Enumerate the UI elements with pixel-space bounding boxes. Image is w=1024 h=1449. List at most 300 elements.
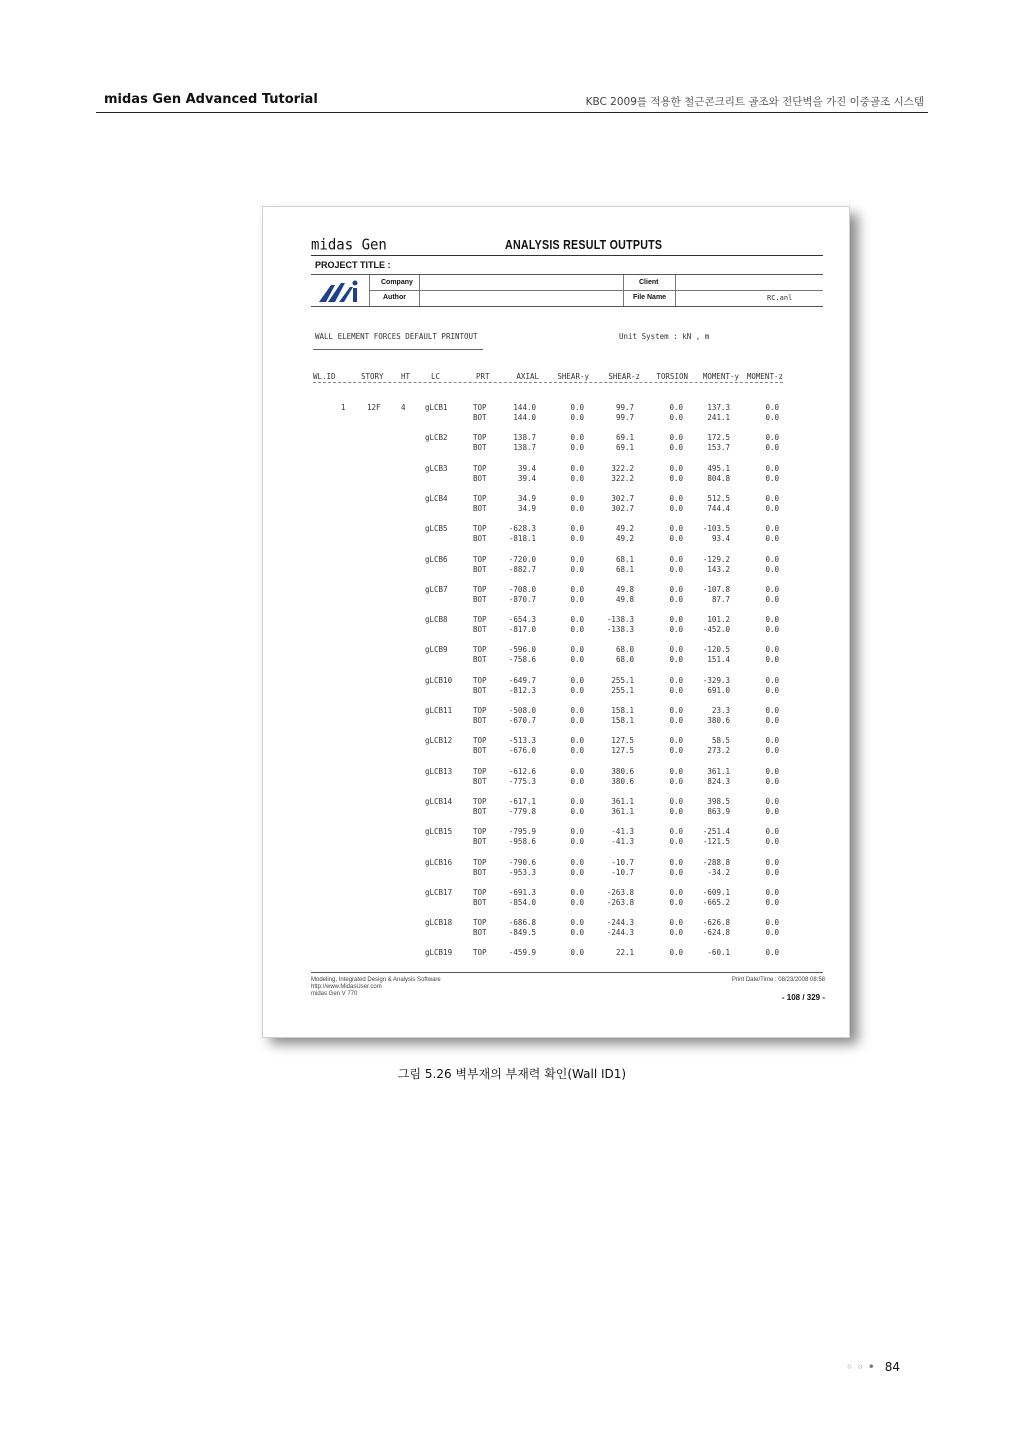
column-header: MOMENT-z [746,372,783,381]
torsion-value: 0.0 [669,928,683,938]
moment-y-value: 93.4 [711,534,730,544]
moment-y-value: -34.2 [707,867,730,877]
shear-y-value: 0.0 [570,716,584,725]
axial-value: -775.3 [508,776,536,786]
axial-value: -670.7 [508,716,536,725]
print-position: TOP [473,645,487,655]
moment-y-value: 172.5 [707,433,730,443]
print-position: BOT [473,594,487,604]
moment-z-value: 0.0 [765,413,779,422]
print-position: TOP [473,766,487,776]
shear-y-value: 0.0 [570,645,584,655]
print-position: TOP [473,524,487,534]
moment-z-value: 0.0 [765,493,779,503]
moment-y-value: -609.1 [702,887,730,897]
shear-y-value: 0.0 [570,827,584,837]
moment-z-value: 0.0 [765,796,779,806]
shear-z-value: 127.5 [611,736,634,746]
load-case: gLCB18 [425,918,453,928]
print-position: TOP [473,584,487,594]
shear-z-value: 361.1 [611,806,634,816]
print-position: BOT [473,928,487,938]
page-number-value: 84 [884,1360,900,1374]
moment-z-value: 0.0 [765,675,779,685]
column-header: PRT [476,372,490,381]
shear-y-value: 0.0 [570,413,584,422]
footer-text [311,977,441,998]
filename-label: File Name [633,294,667,301]
shear-z-value: -138.3 [606,625,634,635]
shear-y-value: 0.0 [570,594,584,604]
filename-value: RC.anl [767,294,793,302]
axial-value: -790.6 [508,857,536,867]
footer-line: midas Gen V 770 [311,991,358,997]
print-position: BOT [473,473,487,483]
shear-z-value: -10.7 [611,857,634,867]
moment-y-value: 241.1 [707,413,730,422]
axial-value: -812.3 [508,685,536,695]
shear-y-value: 0.0 [570,584,584,594]
shear-y-value: 0.0 [570,564,584,574]
shear-z-value: 158.1 [611,716,634,725]
shear-z-value: 322.2 [611,463,634,473]
shear-z-value: 302.7 [611,493,634,503]
shear-z-value: -244.3 [606,928,634,938]
footer-line: http://www.MidasUser.com [311,984,382,990]
moment-z-value: 0.0 [765,746,779,756]
print-position: TOP [473,615,487,625]
header-title: midas Gen Advanced Tutorial [104,92,318,107]
torsion-value: 0.0 [669,534,683,544]
moment-y-value: -121.5 [702,837,730,847]
axial-value: 39.4 [517,463,536,473]
midas-logo-icon [317,279,361,303]
moment-z-value: 0.0 [765,918,779,928]
print-position: TOP [473,857,487,867]
axial-value: 144.0 [513,413,536,422]
header-chapter: KBC 2009를 적용한 철근콘크리트 골조와 전단벽을 가진 이중골조 시스템 [585,96,924,108]
print-position: BOT [473,716,487,725]
axial-value: -795.9 [508,827,536,837]
torsion-value: 0.0 [669,867,683,877]
axial-value: -628.3 [508,524,536,534]
torsion-value: 0.0 [669,706,683,715]
torsion-value: 0.0 [669,655,683,665]
load-case: gLCB1 [425,403,448,412]
shear-y-value: 0.0 [570,776,584,786]
shear-y-value: 0.0 [570,948,584,958]
moment-z-value: 0.0 [765,806,779,816]
torsion-value: 0.0 [669,897,683,907]
torsion-value: 0.0 [669,796,683,806]
shear-z-value: -263.8 [606,887,634,897]
shear-z-value: 49.8 [615,594,634,604]
torsion-value: 0.0 [669,615,683,625]
shear-z-value: 49.8 [615,584,634,594]
moment-y-value: -251.4 [702,827,730,837]
shear-y-value: 0.0 [570,806,584,816]
load-case: gLCB2 [425,433,448,443]
load-case: gLCB16 [425,857,453,867]
shear-z-value: 255.1 [611,675,634,685]
shear-z-value: 68.1 [615,554,634,564]
moment-y-value: 398.5 [707,796,730,806]
shear-z-value: 380.6 [611,776,634,786]
print-position: TOP [473,796,487,806]
torsion-value: 0.0 [669,524,683,534]
shear-y-value: 0.0 [570,554,584,564]
section-title: WALL ELEMENT FORCES DEFAULT PRINTOUT [315,332,478,341]
moment-z-value: 0.0 [765,534,779,544]
shear-y-value: 0.0 [570,655,584,665]
info-box [311,274,823,307]
torsion-value: 0.0 [669,564,683,574]
moment-z-value: 0.0 [765,837,779,847]
footer-line: Modeling, Integrated Design & Analysis Software [311,977,441,983]
load-case: gLCB7 [425,584,448,594]
torsion-value: 0.0 [669,776,683,786]
shear-y-value: 0.0 [570,503,584,513]
moment-y-value: 151.4 [707,655,730,665]
load-case: gLCB14 [425,796,453,806]
moment-y-value: 824.3 [707,776,730,786]
shear-z-value: -263.8 [606,897,634,907]
axial-value: -508.0 [508,706,536,715]
torsion-value: 0.0 [669,493,683,503]
header-rule [96,112,928,113]
project-title-label: PROJECT TITLE : [315,260,391,270]
axial-value: 138.7 [513,433,536,443]
shear-z-value: 68.0 [615,655,634,665]
moment-y-value: 804.8 [707,473,730,483]
moment-y-value: 58.5 [711,736,730,746]
column-header: HT [401,372,411,381]
shear-y-value: 0.0 [570,403,584,412]
torsion-value: 0.0 [669,503,683,513]
moment-z-value: 0.0 [765,615,779,625]
footer-rule [311,972,823,973]
axial-value: -958.6 [508,837,536,847]
moment-z-value: 0.0 [765,564,779,574]
axial-value: -818.1 [508,534,536,544]
shear-z-value: 69.1 [615,443,634,453]
print-position: TOP [473,948,487,958]
shear-y-value: 0.0 [570,524,584,534]
load-case: gLCB17 [425,887,453,897]
print-position: BOT [473,897,487,907]
page-dots: ◦ ◦ • [846,1360,875,1374]
moment-z-value: 0.0 [765,433,779,443]
moment-y-value: -103.5 [702,524,730,534]
torsion-value: 0.0 [669,837,683,847]
load-case: gLCB19 [425,948,453,958]
printout-page-number: - 108 / 329 - [781,993,825,1002]
moment-z-value: 0.0 [765,645,779,655]
torsion-value: 0.0 [669,443,683,453]
shear-y-value: 0.0 [570,463,584,473]
shear-y-value: 0.0 [570,443,584,453]
shear-z-value: 49.2 [615,534,634,544]
shear-y-value: 0.0 [570,766,584,776]
torsion-value: 0.0 [669,887,683,897]
axial-value: -596.0 [508,645,536,655]
page-number [846,1360,900,1374]
moment-z-value: 0.0 [765,736,779,746]
shear-y-value: 0.0 [570,897,584,907]
load-case: gLCB8 [425,615,448,625]
print-position: BOT [473,655,487,665]
moment-y-value: 512.5 [707,493,730,503]
printout-brand: midas Gen [311,236,387,254]
torsion-value: 0.0 [669,403,683,412]
shear-y-value: 0.0 [570,887,584,897]
torsion-value: 0.0 [669,857,683,867]
print-position: TOP [473,706,487,715]
axial-value: -676.0 [508,746,536,756]
moment-y-value: 87.7 [711,594,730,604]
axial-value: 34.9 [517,503,536,513]
torsion-value: 0.0 [669,625,683,635]
torsion-value: 0.0 [669,675,683,685]
axial-value: -953.3 [508,867,536,877]
column-header: TORSION [656,372,688,381]
print-position: TOP [473,827,487,837]
moment-z-value: 0.0 [765,857,779,867]
axial-value: -513.3 [508,736,536,746]
shear-z-value: 322.2 [611,473,634,483]
shear-y-value: 0.0 [570,796,584,806]
shear-y-value: 0.0 [570,473,584,483]
axial-value: -870.7 [508,594,536,604]
moment-y-value: 863.9 [707,806,730,816]
load-case: gLCB4 [425,493,448,503]
axial-value: -612.6 [508,766,536,776]
column-header: SHEAR-y [557,372,589,381]
moment-z-value: 0.0 [765,625,779,635]
moment-z-value: 0.0 [765,706,779,715]
print-position: TOP [473,403,487,412]
moment-y-value: -452.0 [702,625,730,635]
moment-z-value: 0.0 [765,503,779,513]
moment-y-value: -626.8 [702,918,730,928]
moment-y-value: 101.2 [707,615,730,625]
figure-caption: 그림 5.26 벽부재의 부재력 확인(Wall ID1) [397,1067,627,1081]
moment-y-value: -107.8 [702,584,730,594]
print-position: BOT [473,837,487,847]
torsion-value: 0.0 [669,806,683,816]
shear-z-value: 68.0 [615,645,634,655]
print-position: TOP [473,463,487,473]
moment-z-value: 0.0 [765,827,779,837]
load-case: gLCB3 [425,463,448,473]
moment-y-value: 153.7 [707,443,730,453]
printout-header [311,235,823,256]
moment-y-value: 137.3 [707,403,730,412]
moment-z-value: 0.0 [765,594,779,604]
story-value: 12F [367,403,381,412]
author-label: Author [383,294,406,301]
axial-value: -617.1 [508,796,536,806]
print-position: BOT [473,806,487,816]
torsion-value: 0.0 [669,433,683,443]
shear-z-value: 68.1 [615,564,634,574]
torsion-value: 0.0 [669,463,683,473]
moment-y-value: -120.5 [702,645,730,655]
print-position: BOT [473,867,487,877]
moment-z-value: 0.0 [765,897,779,907]
print-position: BOT [473,625,487,635]
shear-y-value: 0.0 [570,837,584,847]
moment-y-value: 361.1 [707,766,730,776]
axial-value: -758.6 [508,655,536,665]
wall-id: 1 [341,403,346,412]
torsion-value: 0.0 [669,584,683,594]
moment-y-value: -60.1 [707,948,730,958]
axial-value: -817.0 [508,625,536,635]
load-case: gLCB6 [425,554,448,564]
axial-value: -849.5 [508,928,536,938]
print-position: BOT [473,503,487,513]
torsion-value: 0.0 [669,594,683,604]
load-case: gLCB10 [425,675,453,685]
shear-y-value: 0.0 [570,918,584,928]
print-position: TOP [473,887,487,897]
torsion-value: 0.0 [669,948,683,958]
column-header: SHEAR-z [608,372,640,381]
client-label: Client [639,279,659,286]
unit-system: Unit System : kN , m [619,332,710,341]
torsion-value: 0.0 [669,746,683,756]
shear-y-value: 0.0 [570,675,584,685]
moment-z-value: 0.0 [765,584,779,594]
shear-z-value: 69.1 [615,433,634,443]
moment-y-value: 23.3 [711,706,730,715]
column-header: LC [431,372,441,381]
axial-value: 138.7 [513,443,536,453]
torsion-value: 0.0 [669,554,683,564]
print-position: BOT [473,776,487,786]
moment-z-value: 0.0 [765,463,779,473]
moment-z-value: 0.0 [765,716,779,725]
torsion-value: 0.0 [669,685,683,695]
moment-y-value: 744.4 [707,503,730,513]
axial-value: 34.9 [517,493,536,503]
moment-y-value: 273.2 [707,746,730,756]
column-header: AXIAL [516,372,539,381]
moment-z-value: 0.0 [765,776,779,786]
moment-y-value: -129.2 [702,554,730,564]
axial-value: -691.3 [508,887,536,897]
shear-z-value: 22.1 [615,948,634,958]
shear-y-value: 0.0 [570,928,584,938]
shear-z-value: 380.6 [611,766,634,776]
axial-value: -686.8 [508,918,536,928]
shear-z-value: 99.7 [615,413,634,422]
torsion-value: 0.0 [669,645,683,655]
printout-title: ANALYSIS RESULT OUTPUTS [505,237,663,252]
column-header: WL.ID [313,372,336,381]
axial-value: 144.0 [513,403,536,412]
moment-z-value: 0.0 [765,524,779,534]
moment-z-value: 0.0 [765,766,779,776]
shear-z-value: 127.5 [611,746,634,756]
shear-y-value: 0.0 [570,736,584,746]
moment-z-value: 0.0 [765,443,779,453]
print-position: BOT [473,564,487,574]
torsion-value: 0.0 [669,766,683,776]
moment-y-value: -329.3 [702,675,730,685]
moment-z-value: 0.0 [765,473,779,483]
print-position: BOT [473,413,487,422]
shear-z-value: 255.1 [611,685,634,695]
shear-y-value: 0.0 [570,867,584,877]
shear-z-value: -41.3 [611,837,634,847]
axial-value: -654.3 [508,615,536,625]
print-position: BOT [473,443,487,453]
torsion-value: 0.0 [669,473,683,483]
print-position: TOP [473,736,487,746]
moment-y-value: -624.8 [702,928,730,938]
print-position: TOP [473,433,487,443]
shear-z-value: -244.3 [606,918,634,928]
shear-y-value: 0.0 [570,615,584,625]
moment-y-value: -288.8 [702,857,730,867]
axial-value: -854.0 [508,897,536,907]
torsion-value: 0.0 [669,827,683,837]
load-case: gLCB12 [425,736,453,746]
print-position: BOT [473,685,487,695]
print-position: TOP [473,675,487,685]
printout-figure [262,206,850,1038]
load-case: gLCB13 [425,766,453,776]
moment-z-value: 0.0 [765,554,779,564]
axial-value: -459.9 [508,948,536,958]
moment-z-value: 0.0 [765,948,779,958]
shear-z-value: 302.7 [611,503,634,513]
moment-z-value: 0.0 [765,685,779,695]
axial-value: 39.4 [517,473,536,483]
torsion-value: 0.0 [669,736,683,746]
shear-z-value: 99.7 [615,403,634,412]
shear-y-value: 0.0 [570,534,584,544]
shear-z-value: 361.1 [611,796,634,806]
section-rule [313,349,483,350]
shear-y-value: 0.0 [570,493,584,503]
print-position: TOP [473,493,487,503]
shear-y-value: 0.0 [570,857,584,867]
column-header: STORY [361,372,384,381]
print-position: BOT [473,746,487,756]
shear-z-value: 49.2 [615,524,634,534]
axial-value: -720.0 [508,554,536,564]
shear-y-value: 0.0 [570,746,584,756]
moment-y-value: 691.0 [707,685,730,695]
axial-value: -649.7 [508,675,536,685]
load-case: gLCB15 [425,827,453,837]
moment-y-value: 495.1 [707,463,730,473]
axial-value: -708.0 [508,584,536,594]
print-position: TOP [473,554,487,564]
axial-value: -882.7 [508,564,536,574]
load-case: gLCB5 [425,524,448,534]
moment-z-value: 0.0 [765,403,779,412]
ht-value: 4 [401,403,406,412]
moment-y-value: 380.6 [707,716,730,725]
column-header: MOMENT-y [702,372,739,381]
company-label: Company [381,279,413,286]
moment-z-value: 0.0 [765,655,779,665]
moment-y-value: 143.2 [707,564,730,574]
